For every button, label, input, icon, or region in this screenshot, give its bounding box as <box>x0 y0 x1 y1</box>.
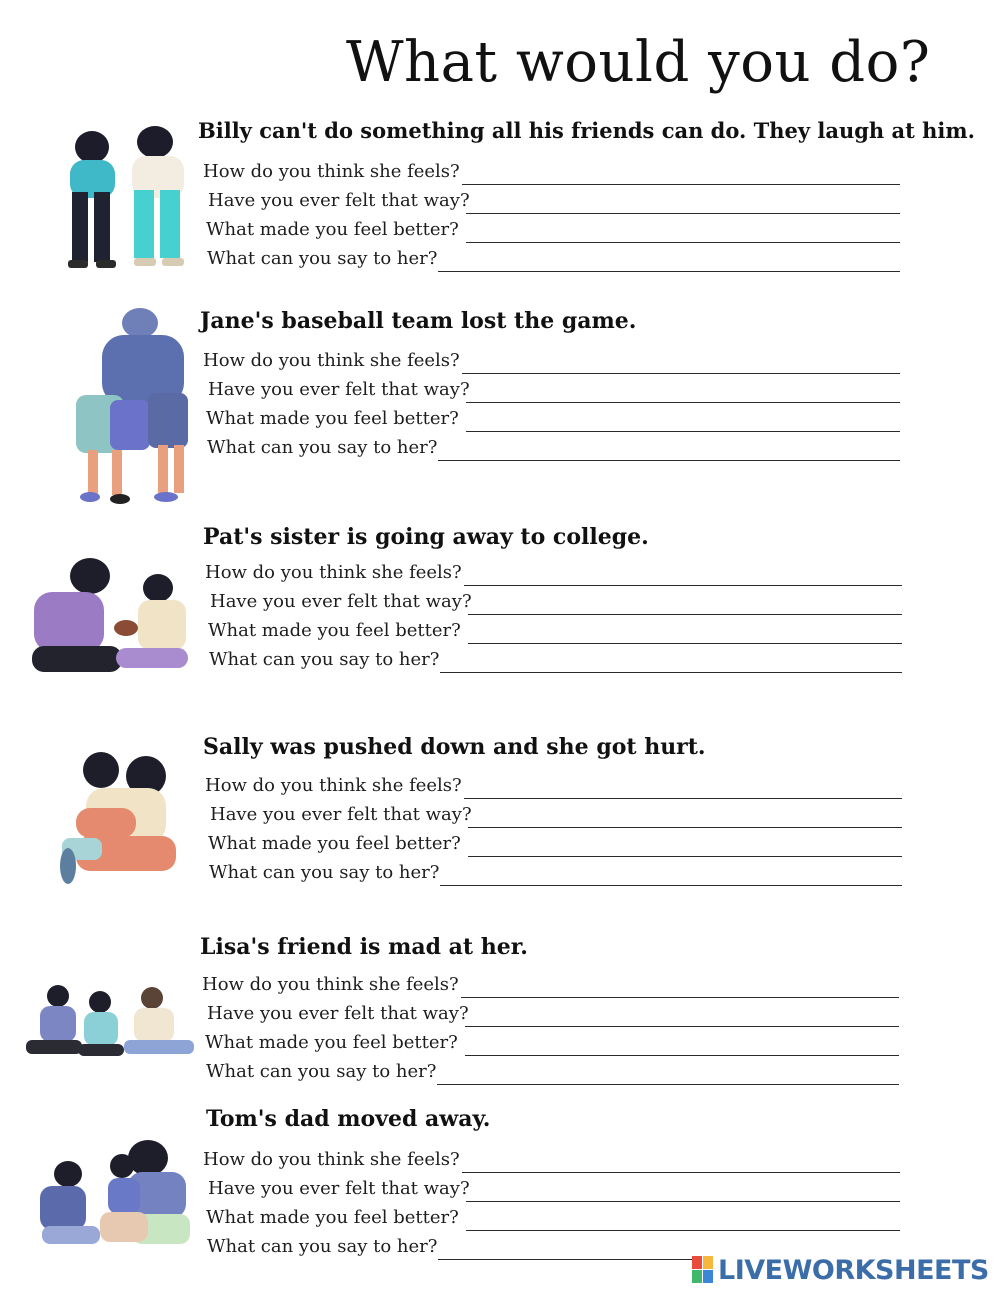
question-say-to-her: What can you say to her? <box>207 1236 438 1257</box>
answer-line-feel-better[interactable] <box>466 431 900 432</box>
answer-line-say-to-her[interactable] <box>437 1084 899 1085</box>
question-feels: How do you think she feels? <box>203 350 460 371</box>
answer-line-felt-that-way[interactable] <box>468 614 902 615</box>
answer-line-felt-that-way[interactable] <box>468 827 902 828</box>
question-feel-better: What made you feel better? <box>208 833 461 854</box>
sisters-holding-hands-illustration <box>30 558 190 678</box>
answer-line-felt-that-way[interactable] <box>466 402 900 403</box>
scenario-5-heading: Lisa's friend is mad at her. <box>200 934 528 960</box>
question-felt-that-way: Have you ever felt that way? <box>208 1178 470 1199</box>
answer-line-say-to-her[interactable] <box>440 885 902 886</box>
question-feels: How do you think she feels? <box>203 1149 460 1170</box>
answer-line-feel-better[interactable] <box>466 242 900 243</box>
question-feel-better: What made you feel better? <box>206 1207 459 1228</box>
two-sad-kids-sitting-illustration <box>60 122 205 272</box>
question-felt-that-way: Have you ever felt that way? <box>208 379 470 400</box>
liveworksheets-wordmark: LIVEWORKSHEETS <box>718 1254 989 1286</box>
question-felt-that-way: Have you ever felt that way? <box>208 190 470 211</box>
question-feel-better: What made you feel better? <box>206 219 459 240</box>
scenario-6-heading: Tom's dad moved away. <box>206 1106 491 1132</box>
answer-line-feels[interactable] <box>462 184 900 185</box>
friend-hugging-hurt-girl-illustration <box>56 748 181 888</box>
liveworksheets-logo[interactable] <box>692 1254 989 1286</box>
question-feels: How do you think she feels? <box>202 974 459 995</box>
question-feel-better: What made you feel better? <box>206 408 459 429</box>
question-feels: How do you think she feels? <box>205 562 462 583</box>
question-say-to-her: What can you say to her? <box>206 1061 437 1082</box>
answer-line-feels[interactable] <box>461 997 899 998</box>
answer-line-say-to-her[interactable] <box>440 672 902 673</box>
kids-group-hug-illustration <box>62 305 197 510</box>
question-say-to-her: What can you say to her? <box>209 649 440 670</box>
page-title: What would you do? <box>346 30 931 95</box>
scenario-4-heading: Sally was pushed down and she got hurt. <box>203 734 706 760</box>
question-say-to-her: What can you say to her? <box>207 248 438 269</box>
answer-line-feels[interactable] <box>462 373 900 374</box>
question-say-to-her: What can you say to her? <box>209 862 440 883</box>
question-feel-better: What made you feel better? <box>205 1032 458 1053</box>
question-feels: How do you think she feels? <box>203 161 460 182</box>
answer-line-say-to-her[interactable] <box>438 460 900 461</box>
scenario-1-heading: Billy can't do something all his friends can do. They laugh at him. <box>198 118 975 143</box>
question-felt-that-way: Have you ever felt that way? <box>207 1003 469 1024</box>
answer-line-feels[interactable] <box>464 798 902 799</box>
liveworksheets-logo-mark <box>692 1256 714 1284</box>
answer-line-feels[interactable] <box>464 585 902 586</box>
answer-line-felt-that-way[interactable] <box>466 1201 900 1202</box>
question-say-to-her: What can you say to her? <box>207 437 438 458</box>
answer-line-say-to-her[interactable] <box>438 1259 700 1260</box>
scenario-2-heading: Jane's baseball team lost the game. <box>200 308 637 334</box>
answer-line-feel-better[interactable] <box>468 643 902 644</box>
answer-line-feel-better[interactable] <box>465 1055 899 1056</box>
answer-line-feel-better[interactable] <box>468 856 902 857</box>
answer-line-felt-that-way[interactable] <box>465 1026 899 1027</box>
three-kids-sitting-illustration <box>22 982 202 1072</box>
answer-line-say-to-her[interactable] <box>438 271 900 272</box>
answer-line-felt-that-way[interactable] <box>466 213 900 214</box>
answer-line-feels[interactable] <box>462 1172 900 1173</box>
question-felt-that-way: Have you ever felt that way? <box>210 591 472 612</box>
mother-comforting-kids-illustration <box>36 1138 191 1253</box>
answer-line-feel-better[interactable] <box>466 1230 900 1231</box>
question-felt-that-way: Have you ever felt that way? <box>210 804 472 825</box>
question-feels: How do you think she feels? <box>205 775 462 796</box>
scenario-3-heading: Pat's sister is going away to college. <box>203 524 649 550</box>
question-feel-better: What made you feel better? <box>208 620 461 641</box>
